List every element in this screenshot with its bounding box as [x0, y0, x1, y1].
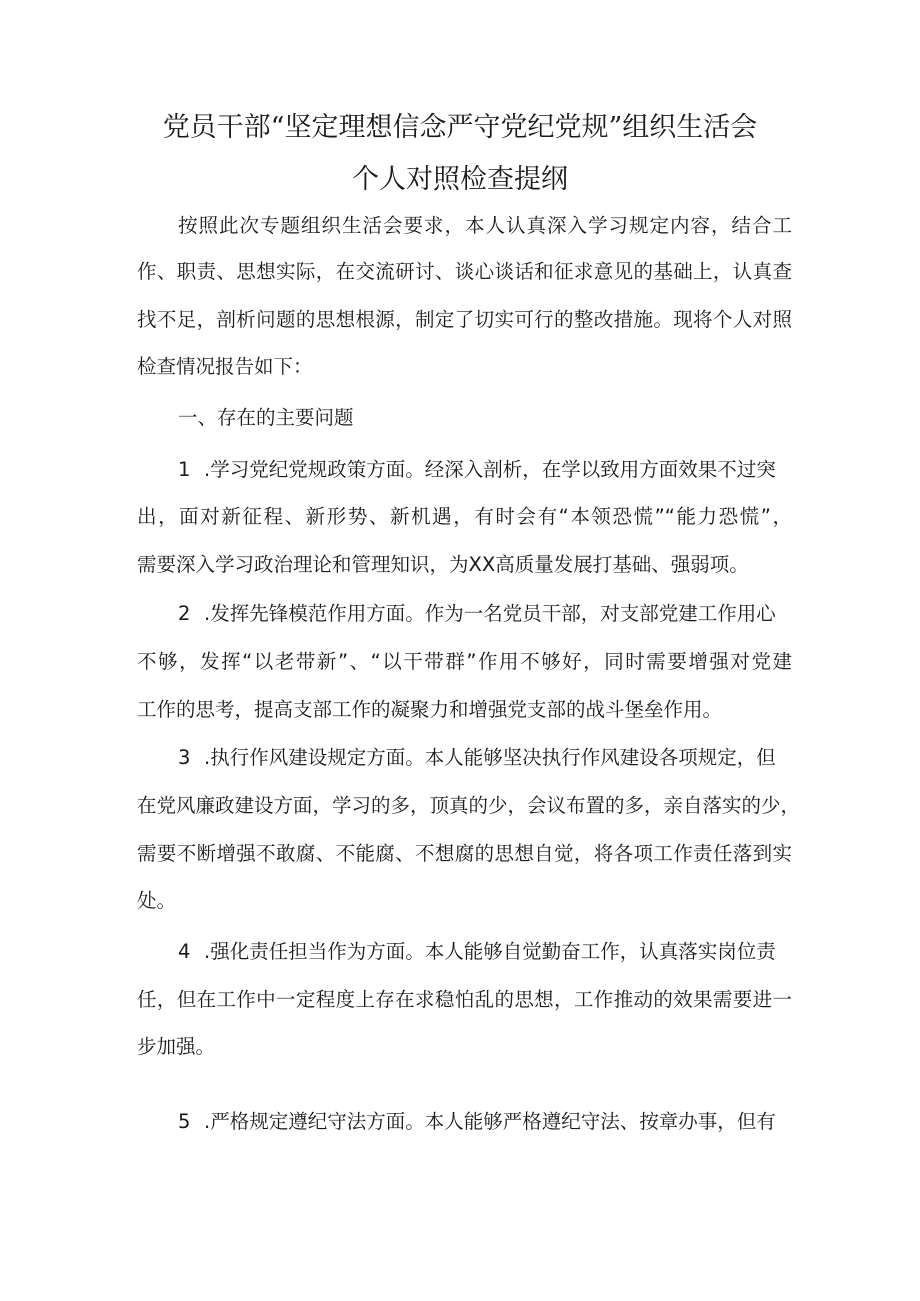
item-text: .强化责任担当作为方面。本人能够自觉勤奋工作，认真落实岗位责 — [204, 940, 776, 963]
item-2-line-2: 不够，发挥“以老带新”、“以干带群”作用不够好，同时需要增强对党建 — [137, 650, 792, 673]
item-1-line-2: 出，面对新征程、新形势、新机遇，有时会有“本领恐慌”“能力恐慌”， — [137, 505, 792, 528]
item-number: 2 — [178, 602, 191, 625]
item-text: .执行作风建设规定方面。本人能够坚决执行作风建设各项规定，但 — [204, 746, 776, 769]
document-title-line1: 党员干部“坚定理想信念严守党纪党规”组织生活会 — [162, 112, 758, 143]
item-text: .学习党纪党规政策方面。经深入剖析，在学以致用方面效果不过突 — [204, 458, 776, 481]
item-3-line-4: 处。 — [137, 889, 177, 912]
item-2-line-3: 工作的思考，提高支部工作的凝聚力和增强党支部的战斗堡垒作用。 — [137, 698, 723, 721]
item-4-line-2: 任，但在工作中一定程度上存在求稳怕乱的思想，工作推动的效果需要进一 — [137, 988, 792, 1011]
item-3-line-3: 需要不断增强不敢腐、不能腐、不想腐的思想自觉，将各项工作责任落到实 — [137, 842, 792, 865]
item-5-line-1 — [178, 1107, 792, 1137]
section-heading: 一、存在的主要问题 — [178, 406, 354, 429]
item-4-line-3: 步加强。 — [137, 1035, 216, 1058]
intro-line-4: 检查情况报告如下： — [137, 355, 313, 378]
intro-line-2: 作、职责、思想实际，在交流研讨、谈心谈话和征求意见的基础上，认真查 — [137, 260, 792, 283]
item-1-line-3: 需要深入学习政治理论和管理知识，为XX高质量发展打基础、强弱项。 — [137, 553, 749, 576]
item-4-line-1 — [178, 937, 792, 967]
item-3-line-2: 在党风廉政建设方面，学习的多，顶真的少，会议布置的多，亲自落实的少， — [137, 794, 801, 817]
item-text: .发挥先锋模范作用方面。作为一名党员干部，对支部党建工作用心 — [204, 602, 776, 625]
intro-line-1: 按照此次专题组织生活会要求，本人认真深入学习规定内容，结合工 — [178, 214, 792, 237]
intro-line-3: 找不足，剖析问题的思想根源，制定了切实可行的整改措施。现将个人对照 — [137, 308, 792, 331]
item-number: 5 — [178, 1110, 191, 1133]
item-1-line-1 — [178, 455, 792, 485]
item-text: .严格规定遵纪守法方面。本人能够严格遵纪守法、按章办事，但有 — [204, 1110, 776, 1133]
item-number: 4 — [178, 940, 191, 963]
item-2-line-1 — [178, 599, 792, 629]
item-number: 1 — [178, 458, 191, 481]
item-3-line-1 — [178, 743, 792, 773]
document-title-line2: 个人对照检查提纲 — [352, 164, 568, 195]
item-number: 3 — [178, 746, 191, 769]
